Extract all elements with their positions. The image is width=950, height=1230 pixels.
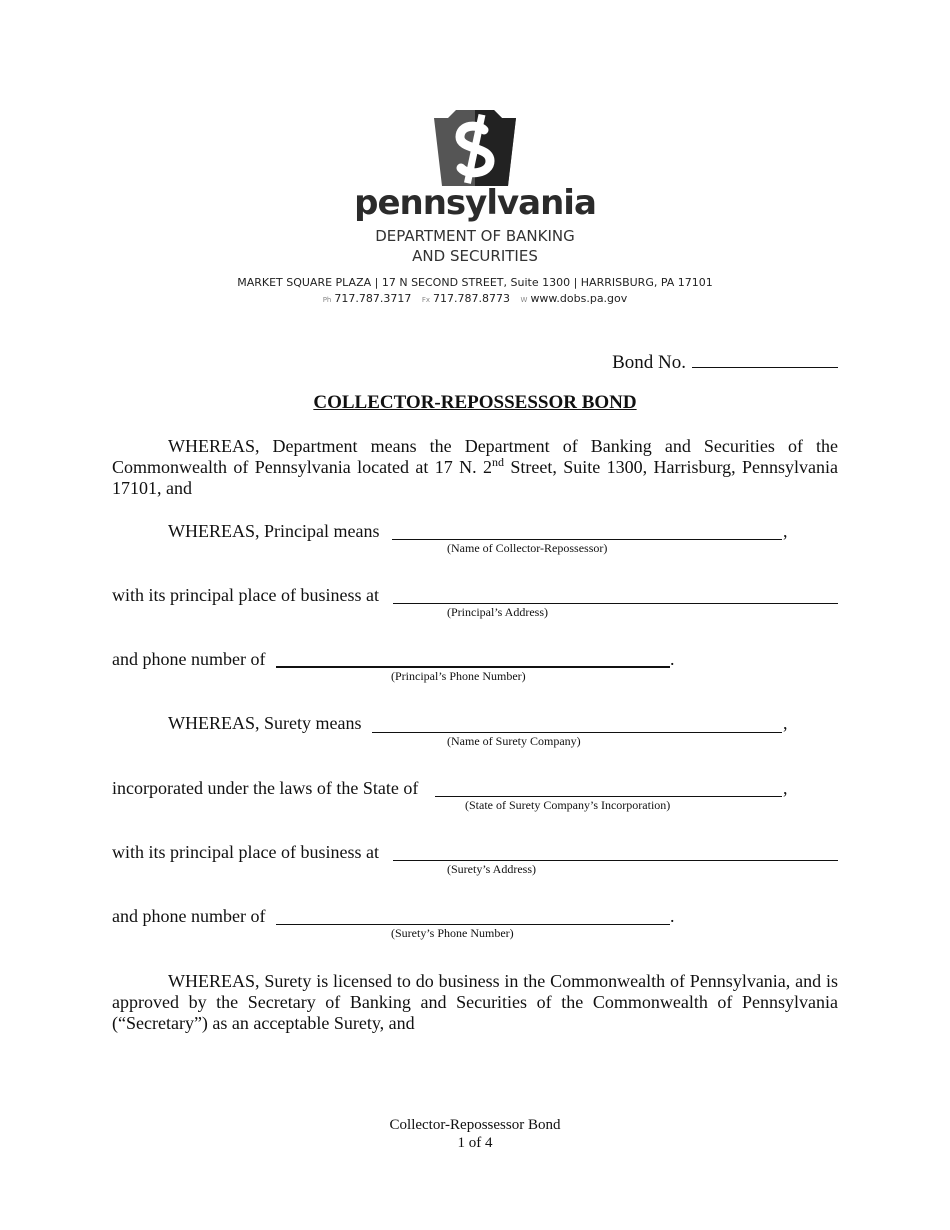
para1-text: WHEREAS, Department means the Department of Banking and Securities of the Commonwealth of Pennsylvania located at 17 N. 2 — [112, 436, 838, 477]
principal-name-label: WHEREAS, Principal means — [168, 521, 380, 541]
principal-name-comma: , — [783, 521, 788, 541]
footer-title: Collector-Repossessor Bond — [389, 1117, 561, 1133]
website: www.dobs.pa.gov — [530, 292, 628, 305]
principal-address-label: with its principal place of business at — [112, 585, 379, 605]
fax-number: 717.787.8773 — [433, 292, 511, 305]
surety-phone-label: and phone number of — [112, 906, 266, 926]
letterhead-contact — [0, 292, 950, 305]
surety-name-label: WHEREAS, Surety means — [168, 713, 362, 733]
surety-state-caption: (State of Surety Company’s Incorporation) — [465, 798, 671, 812]
principal-phone-field[interactable] — [276, 666, 670, 668]
surety-state-comma: , — [783, 778, 788, 798]
surety-state-field[interactable] — [435, 796, 782, 797]
surety-address-caption: (Surety’s Address) — [447, 862, 536, 876]
phone-number: 717.787.3717 — [334, 292, 412, 305]
surety-phone-period: . — [670, 906, 675, 926]
ordinal-suffix: nd — [492, 455, 505, 469]
principal-phone-caption: (Principal’s Phone Number) — [391, 669, 526, 683]
department-definition-paragraph — [112, 436, 838, 499]
surety-address-label: with its principal place of business at — [112, 842, 379, 862]
surety-licensed-paragraph: WHEREAS, Surety is licensed to do business in the Commonwealth of Pennsylvania, and is approved by the Secretary of Banking and Securities of the Commonwealth of Pennsylvania (“Secretary”) as an acceptable Surety, and — [112, 971, 838, 1033]
principal-address-field[interactable] — [393, 603, 838, 604]
fax-prefix: Fx — [421, 296, 431, 304]
bond-number-field[interactable] — [692, 349, 838, 368]
department-name-line1: DEPARTMENT OF BANKING — [375, 227, 575, 245]
surety-name-comma: , — [783, 713, 788, 733]
surety-address-field[interactable] — [393, 860, 838, 861]
brand-wordmark: pennsylvania — [354, 183, 596, 223]
principal-phone-label: and phone number of — [112, 649, 266, 669]
surety-name-caption: (Name of Surety Company) — [447, 734, 581, 748]
bond-number-label: Bond No. — [612, 352, 686, 373]
dollar-keystone-icon — [434, 110, 516, 186]
surety-phone-caption: (Surety’s Phone Number) — [391, 926, 514, 940]
principal-phone-period: . — [670, 649, 675, 669]
surety-phone-field[interactable] — [276, 924, 670, 925]
page-number: 1 of 4 — [457, 1135, 493, 1151]
department-name-line2: AND SECURITIES — [412, 247, 538, 265]
surety-state-label: incorporated under the laws of the State of — [112, 778, 419, 798]
surety-name-field[interactable] — [372, 732, 782, 733]
principal-name-field[interactable] — [392, 539, 782, 540]
principal-address-caption: (Principal’s Address) — [447, 605, 548, 619]
letterhead-address: MARKET SQUARE PLAZA | 17 N SECOND STREET, Suite 1300 | HARRISBURG, PA 17101 — [237, 276, 713, 289]
phone-prefix: Ph — [322, 296, 332, 304]
document-title: COLLECTOR-REPOSSESSOR BOND — [313, 392, 637, 413]
web-prefix: W — [520, 296, 528, 304]
bond-number — [612, 349, 838, 374]
para1-text-cont: Street, Suite 1300, Harrisburg, Pennsylvania 17101, and — [112, 457, 838, 498]
principal-name-caption: (Name of Collector-Repossessor) — [447, 541, 608, 555]
